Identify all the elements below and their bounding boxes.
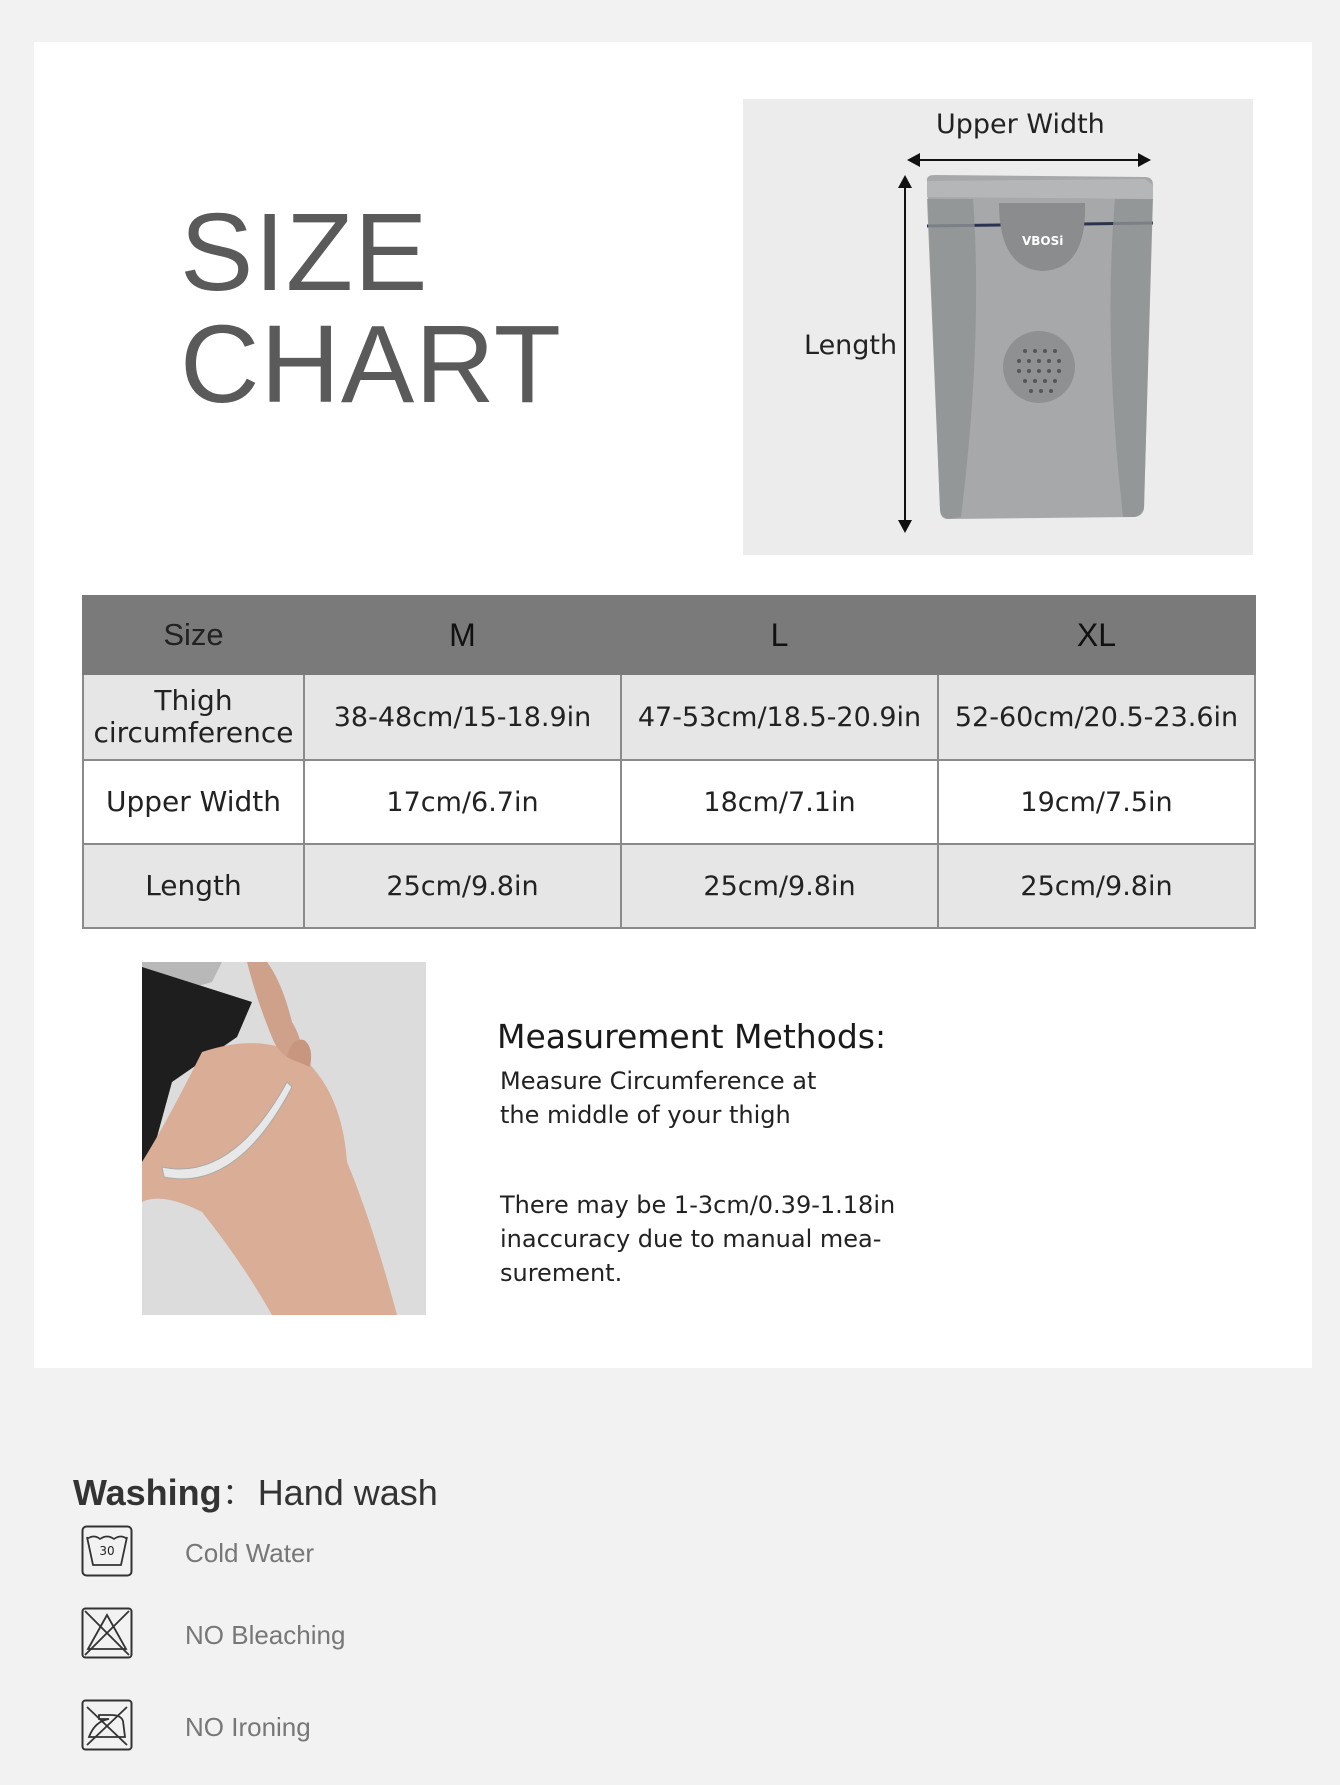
thigh-sleeve-image xyxy=(743,99,1253,555)
washing-separator: ： xyxy=(221,1472,258,1513)
accuracy-note-line-3: surement. xyxy=(500,1259,623,1287)
cold-water-temp: 30 xyxy=(99,1544,115,1558)
brand-logo-text: VBOSi xyxy=(1022,234,1064,248)
washing-section xyxy=(73,1465,438,1742)
washing-value: Hand wash xyxy=(257,1472,438,1513)
no-bleach-icon xyxy=(81,1607,133,1659)
header-size: Size xyxy=(83,596,304,674)
measurement-title: Measurement Methods: xyxy=(497,1017,887,1056)
table-cell: 17cm/6.7in xyxy=(304,760,621,844)
table-row-thigh-circumference xyxy=(83,674,1255,760)
care-label-cold-water: Cold Water xyxy=(185,1538,315,1568)
care-label-no-ironing: NO Ironing xyxy=(185,1712,311,1742)
title-line-1: SIZE xyxy=(180,191,429,314)
thigh-photo-illustration xyxy=(142,962,426,1315)
upper-width-label: Upper Width xyxy=(936,109,1105,140)
table-row-length xyxy=(83,844,1255,928)
table-cell: 25cm/9.8in xyxy=(304,844,621,928)
accuracy-note-line-1: There may be 1-3cm/0.39-1.18in xyxy=(500,1191,896,1219)
row-label-line-2: circumference xyxy=(93,716,294,749)
no-iron-icon xyxy=(81,1699,133,1751)
cold-water-30-icon xyxy=(81,1525,133,1577)
table-row-upper-width xyxy=(83,760,1255,844)
measurement-text-line-1: Measure Circumference at xyxy=(500,1067,817,1095)
care-item-no-ironing xyxy=(81,1699,481,1759)
table-cell: 52-60cm/20.5-23.6in xyxy=(938,674,1255,760)
header-size-m: M xyxy=(304,596,621,674)
row-label-thigh-circumference xyxy=(83,674,304,760)
table-cell: 47-53cm/18.5-20.9in xyxy=(621,674,938,760)
table-cell: 18cm/7.1in xyxy=(621,760,938,844)
table-cell: 19cm/7.5in xyxy=(938,760,1255,844)
size-table xyxy=(82,595,1256,929)
table-cell: 25cm/9.8in xyxy=(938,844,1255,928)
care-label-no-bleaching: NO Bleaching xyxy=(185,1620,346,1650)
size-chart-title xyxy=(180,191,562,426)
table-cell: 38-48cm/15-18.9in xyxy=(304,674,621,760)
header-size-l: L xyxy=(621,596,938,674)
care-item-no-bleaching xyxy=(81,1607,481,1667)
header-size-xl: XL xyxy=(938,596,1255,674)
row-label-upper-width: Upper Width xyxy=(83,760,304,844)
care-item-cold-water xyxy=(81,1525,481,1585)
accuracy-note-line-2: inaccuracy due to manual mea- xyxy=(500,1225,882,1253)
measurement-methods xyxy=(497,1017,895,1290)
product-diagram xyxy=(743,99,1253,555)
row-label-line-1: Thigh xyxy=(154,684,233,717)
washing-title xyxy=(73,1465,438,1516)
measurement-text-line-2: the middle of your thigh xyxy=(500,1101,791,1129)
title-line-2: CHART xyxy=(180,303,562,426)
size-table-header xyxy=(83,596,1255,674)
table-cell: 25cm/9.8in xyxy=(621,844,938,928)
row-label-length: Length xyxy=(83,844,304,928)
length-label: Length xyxy=(804,330,898,361)
washing-label: Washing xyxy=(73,1472,222,1513)
thigh-measurement-photo xyxy=(142,962,426,1315)
